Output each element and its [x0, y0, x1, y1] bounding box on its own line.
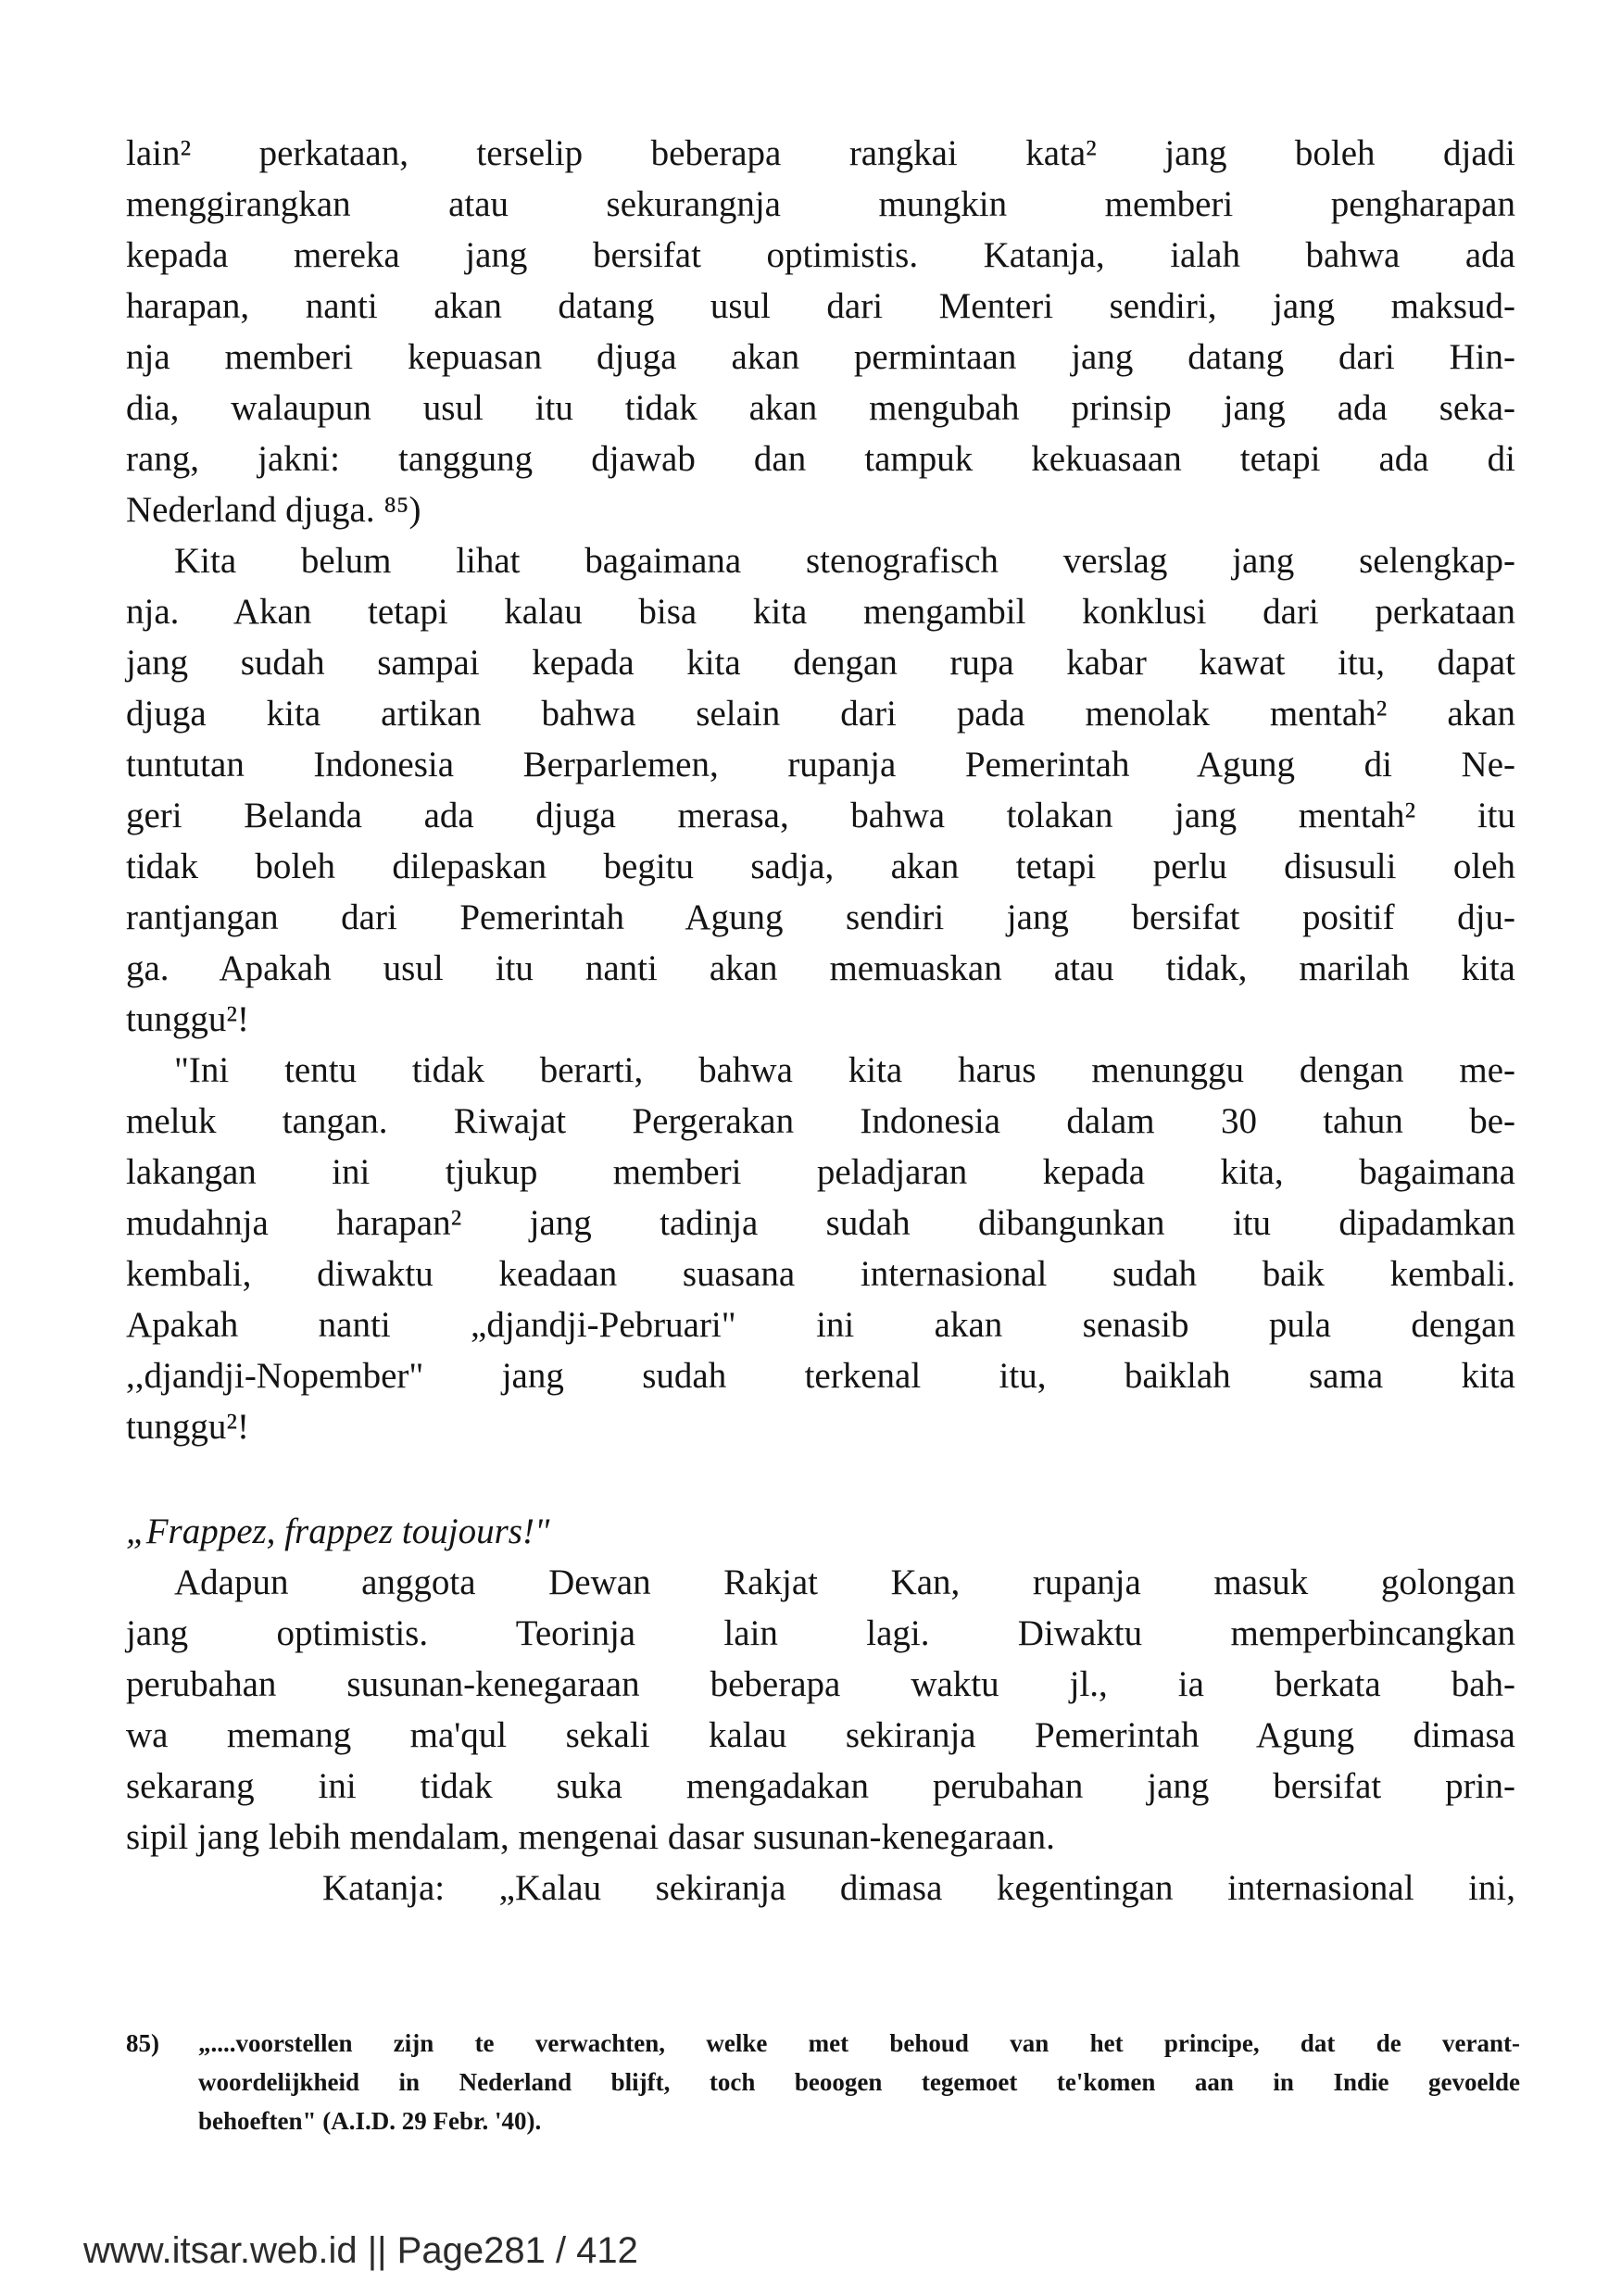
text-line: geri Belanda ada djuga merasa, bahwa tolakan jang mentah² itu	[126, 796, 1515, 835]
text-line: dia, walaupun usul itu tidak akan mengubah prinsip jang ada seka-	[126, 388, 1515, 428]
text-line: Nederland djuga. ⁸⁵)	[126, 490, 421, 530]
text-line: jang optimistis. Teorinja lain lagi. Diwaktu memperbincangkan	[126, 1613, 1515, 1653]
text-line: nja. Akan tetapi kalau bisa kita mengambil konklusi dari perkataan	[126, 592, 1515, 632]
text-line: menggirangkan atau sekurangnja mungkin memberi pengharapan	[126, 184, 1515, 224]
text-line: wa memang ma'qul sekali kalau sekiranja Pemerintah Agung dimasa	[126, 1715, 1515, 1755]
footnote-marker: 85)	[126, 2029, 159, 2057]
text-line: tuntutan Indonesia Berparlemen, rupanja Pemerintah Agung di Ne-	[126, 745, 1515, 784]
text-line: tunggu²!	[126, 999, 250, 1039]
text-line: tunggu²!	[126, 1407, 250, 1447]
paragraph	[126, 128, 1515, 535]
text-line: ,,djandji-Nopember" jang sudah terkenal itu, baiklah sama kita	[126, 1356, 1515, 1396]
text-line: jang sudah sampai kepada kita dengan rupa kabar kawat itu, dapat	[126, 643, 1515, 683]
footnote	[126, 2024, 1520, 2140]
text-line: "Ini tentu tidak berarti, bahwa kita harus menunggu dengan me-	[174, 1050, 1515, 1090]
text-line: meluk tangan. Riwajat Pergerakan Indonesia dalam 30 tahun be-	[126, 1101, 1515, 1141]
paragraph	[126, 1557, 1515, 1863]
text-line: nja memberi kepuasan djuga akan permintaan jang datang dari Hin-	[126, 337, 1515, 377]
text-line: tidak boleh dilepaskan begitu sadja, akan tetapi perlu disusuli oleh	[126, 847, 1515, 886]
text-line: rantjangan dari Pemerintah Agung sendiri jang bersifat positif dju-	[126, 897, 1515, 937]
text-line: sipil jang lebih mendalam, mengenai dasar susunan-kenegaraan.	[126, 1817, 1055, 1857]
paragraph	[126, 535, 1515, 1045]
text-line: sekarang ini tidak suka mengadakan perubahan jang bersifat prin-	[126, 1766, 1515, 1806]
footnote-text	[198, 2024, 1520, 2140]
footnote-row	[126, 2024, 1520, 2140]
paragraph	[126, 1045, 1515, 1452]
text-line: lain² perkataan, terselip beberapa rangkai kata² jang boleh djadi	[126, 133, 1515, 173]
text-line: kepada mereka jang bersifat optimistis. Katanja, ialah bahwa ada	[126, 235, 1515, 275]
text-line: perubahan susunan-kenegaraan beberapa waktu jl., ia berkata bah-	[126, 1664, 1515, 1704]
text-block	[126, 128, 1515, 1913]
text-line: harapan, nanti akan datang usul dari Menteri sendiri, jang maksud-	[126, 286, 1515, 326]
text-line: lakangan ini tjukup memberi peladjaran kepada kita, bagaimana	[126, 1152, 1515, 1192]
paragraph	[126, 1863, 1515, 1913]
section-heading: „Frappez, frappez toujours!"	[126, 1512, 550, 1551]
footnote-line: behoeften" (A.I.D. 29 Febr. '40).	[198, 2107, 542, 2135]
text-line: Apakah nanti „djandji-Pebruari" ini akan senasib pula dengan	[126, 1305, 1515, 1345]
text-line: ga. Apakah usul itu nanti akan memuaskan atau tidak, marilah kita	[126, 948, 1515, 988]
text-line: Kita belum lihat bagaimana stenografisch verslag jang selengkap-	[174, 541, 1515, 581]
text-line: kembali, diwaktu keadaan suasana internasional sudah baik kembali.	[126, 1254, 1515, 1294]
footnote-line: „....voorstellen zijn te verwachten, welke met behoud van het principe, dat de verant-	[198, 2029, 1520, 2057]
footer-text: www.itsar.web.id || Page281 / 412	[83, 2230, 638, 2271]
footnote-line: woordelijkheid in Nederland blijft, toch beoogen tegemoet te'komen aan in Indie gevoelde	[198, 2068, 1520, 2096]
text-line: djuga kita artikan bahwa selain dari pada menolak mentah² akan	[126, 694, 1515, 734]
text-line: mudahnja harapan² jang tadinja sudah dibangunkan itu dipadamkan	[126, 1203, 1515, 1243]
text-line: rang, jakni: tanggung djawab dan tampuk kekuasaan tetapi ada di	[126, 439, 1515, 479]
text-line: Katanja: „Kalau sekiranja dimasa kegentingan internasional ini,	[322, 1868, 1515, 1908]
text-line: Adapun anggota Dewan Rakjat Kan, rupanja masuk golongan	[174, 1562, 1515, 1602]
